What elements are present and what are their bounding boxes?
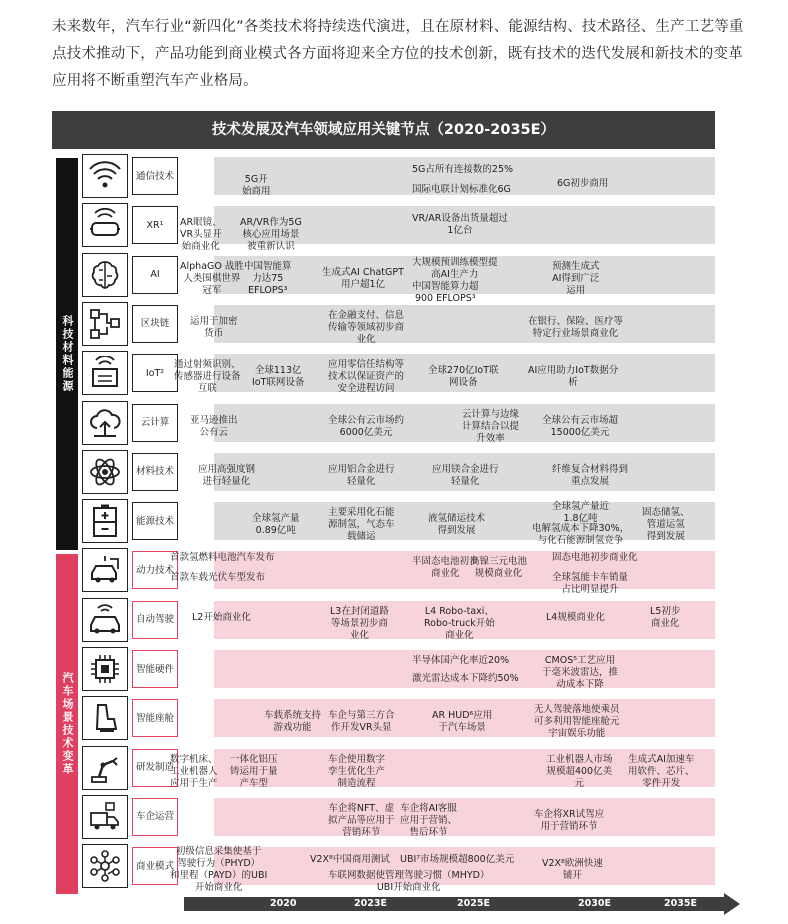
timeline-tick: 2020: [270, 898, 297, 909]
row-label: 动力技术: [132, 551, 178, 589]
timeline-event: 5G开 始商用: [242, 174, 271, 197]
timeline-event: 应用零信任结构等 技术以保证资产的 安全进程访问: [328, 359, 405, 395]
timeline-row: [82, 598, 715, 642]
timeline-row: [82, 351, 715, 395]
row-label: 智能座舱: [132, 699, 178, 737]
timeline-row: [82, 696, 715, 740]
autonomous-car-icon: [82, 598, 128, 642]
timeline-row: [82, 401, 715, 445]
timeline-event: 半固态电池初步 商业化: [412, 556, 479, 580]
timeline-event: 应用铝合金进行 轻量化: [328, 463, 395, 487]
timeline-tick: 2030E: [578, 898, 611, 909]
cloud-upload-icon: [82, 401, 128, 445]
timeline-row: [82, 450, 715, 494]
timeline-event: AR眼镜、 VR头显开 始商业化: [180, 217, 222, 253]
timeline-event: 车企与第三方合 作开发VR头显: [328, 710, 395, 734]
timeline-event: 全球公有云市场超 15000亿美元: [542, 414, 619, 438]
row-label: 商业模式: [132, 847, 178, 885]
chip-icon: [82, 647, 128, 691]
blockchain-icon: [82, 302, 128, 346]
timeline-arrow-icon: [724, 893, 740, 915]
row-label: 智能硬件: [132, 650, 178, 688]
timeline-axis: [52, 893, 742, 915]
timeline-event: 高镍三元电池 规模商业化: [470, 556, 528, 580]
timeline-event: L3在封闭道路 等场景初步商 业化: [330, 605, 389, 641]
timeline-event: 数字机床、 工业机器人 应用于生产: [170, 753, 218, 789]
timeline-row: [82, 154, 715, 198]
row-label: 车企运营: [132, 798, 178, 836]
timeline-event: 生成式AI加速车 用软件、芯片、 零件开发: [628, 753, 695, 789]
timeline-event: 工业机器人市场 规模超400亿美 元: [546, 753, 613, 789]
timeline-event: 在银行、保险、医疗等 特定行业场景商业化: [528, 315, 624, 339]
timeline-event: 亚马逊推出 公有云: [190, 414, 238, 438]
timeline-event: 车企使用数字 孪生优化生产 制造流程: [328, 753, 386, 789]
timeline-event: L4 Robo-taxi、 Robo-truck开始 商业化: [424, 605, 495, 641]
timeline-event: 电解氢成本下降30%， 与化石能源制氢竞争: [532, 523, 630, 547]
timeline-row: [82, 548, 715, 596]
timeline-event: 固态电池初步商业化: [552, 552, 638, 564]
timeline-event: VR/AR设备出货量超过 1亿台: [412, 213, 508, 237]
timeline-event: 首款氢燃料电池汽车发布: [170, 552, 275, 564]
timeline-event: 首款车载光伏车型发布: [170, 572, 266, 584]
timeline-event: 中国智能算 力达75 EFLOPS³: [244, 260, 292, 296]
timeline-event: AlphaGO 战胜 人类围棋世界 冠军: [180, 260, 244, 296]
timeline-event: 全球公有云市场约 6000亿美元: [328, 414, 405, 438]
timeline-event: AI应用助力IoT数据分 析: [528, 365, 619, 389]
network-hex-icon: [82, 844, 128, 888]
logistics-icon: [82, 795, 128, 839]
category-tech-materials-energy: 科技材料能源: [56, 158, 78, 550]
row-label: XR¹: [132, 206, 178, 244]
timeline-event: V2X⁸欧洲快速 铺开: [542, 858, 603, 882]
timeline-row: [82, 302, 715, 346]
iot-router-icon: [82, 351, 128, 395]
timeline-event: 全球113亿 IoT联网设备: [252, 365, 305, 389]
timeline-event: 车企将XR试驾应 用于营销环节: [534, 808, 605, 832]
timeline-event: 国际电联计划标准化6G: [412, 184, 511, 195]
ev-charging-icon: [82, 548, 128, 592]
chart-title: 技术发展及汽车领域应用关键节点（2020-2035E）: [52, 111, 715, 149]
intro-paragraph: 未来数年，汽车行业“新四化”各类技术将持续迭代演进，且在原材料、能源结构、技术路径、生产工艺等重点技术推动下，产品功能到商业模式各方面将迎来全方位的技术创新，既有技术的迭代发展和新技术的变革应用将不断重塑汽车产业格局。: [52, 19, 744, 89]
row-label: 能源技术: [132, 502, 178, 540]
timeline-event: 车企将AI客服 应用于营销、 售后环节: [400, 802, 458, 838]
timeline-event: AR HUD⁶应用 于汽车场景: [432, 710, 493, 734]
row-band: [214, 798, 715, 836]
timeline-bar: [184, 897, 724, 911]
timeline-event: 车联网数据使管理驾驶习惯（MHYD） UBI开始商业化: [328, 870, 490, 894]
timeline-event: V2X⁸中国商用测试: [310, 854, 390, 866]
timeline-event: L5初步 商业化: [650, 605, 681, 629]
timeline-event: 在金融支付、信息 传输等领域初步商 业化: [328, 309, 405, 345]
row-label: 自动驾驶: [132, 601, 178, 639]
timeline-event: 6G初步商用: [557, 178, 609, 189]
timeline-event: L4规模商业化: [546, 611, 605, 623]
timeline-row: [82, 647, 715, 691]
timeline-event: 全球氢产量 0.89亿吨: [252, 513, 300, 537]
timeline-event: 应用镁合金进行 轻量化: [432, 463, 499, 487]
atom-icon: [82, 450, 128, 494]
timeline-event: L2开始商业化: [192, 611, 251, 623]
row-label: 区块链: [132, 305, 178, 343]
timeline-event: 主要采用化石能 源制氢，气态车 载储运: [328, 507, 395, 543]
car-seat-icon: [82, 696, 128, 740]
timeline-event: 生成式AI ChatGPT 用户超1亿: [322, 266, 404, 290]
timeline-event: 初级信息采集使基于 驾驶行为（PHYD） 和里程（PAYD）的UBI 开始商业化: [170, 846, 268, 894]
timeline-event: 一体化铝压 铸运用于量 产车型: [230, 753, 278, 789]
timeline-event: 纤维复合材料得到 重点发展: [552, 463, 629, 487]
timeline-event: 大规模预训练模型提 高AI生产力: [412, 256, 498, 280]
timeline-event: 半导体国产化率近20%: [412, 655, 510, 666]
row-label: 材料技术: [132, 453, 178, 491]
row-label: 研发制造: [132, 749, 178, 787]
timeline-event: 液氢储运技术 得到发展: [428, 513, 486, 537]
timeline-row: [82, 253, 715, 304]
timeline-event: 车企将NFT、虚 拟产品等应用于 营销环节: [328, 802, 395, 838]
timeline-row: [82, 203, 715, 253]
timeline-row: [82, 746, 715, 790]
row-label: IoT²: [132, 354, 178, 392]
vr-headset-icon: [82, 203, 128, 247]
timeline-event: CMOS⁵工艺应用 于毫米波雷达，推 动成本下降: [542, 655, 619, 690]
timeline-event: 运用于加密 货币: [190, 315, 238, 339]
timeline-event: 通过射频识别、 传感器进行设备 互联: [174, 359, 241, 395]
battery-icon: [82, 499, 128, 543]
timeline-event: 云计算与边缘 计算结合以提 升效率: [462, 408, 520, 444]
timeline-tick: 2025E: [457, 898, 490, 909]
timeline-row: [82, 844, 715, 894]
timeline-row: [82, 499, 715, 547]
timeline-event: 5G占所有连接数的25%: [412, 164, 514, 175]
row-label: AI: [132, 256, 178, 294]
timeline-event: 全球270亿IoT联 网设备: [428, 365, 499, 389]
wifi-signal-icon: [82, 154, 128, 198]
timeline-tick: 2023E: [354, 898, 387, 909]
robot-arm-icon: [82, 746, 128, 790]
timeline-event: 无人驾驶落地使乘员 可多利用智能座舱元 宇宙娱乐功能: [534, 704, 620, 740]
timeline-event: 应用高强度钢 进行轻量化: [198, 463, 256, 487]
row-label: 云计算: [132, 404, 178, 442]
timeline-event: 固态储氢、 管道运氢 得到发展: [642, 507, 690, 543]
timeline-tick: 2035E: [664, 898, 697, 909]
category-auto-scenarios: 汽车场景技术变革: [56, 554, 78, 894]
timeline-event: UBI⁷市场规模超800亿美元: [400, 854, 515, 866]
row-label: 通信技术: [132, 157, 178, 195]
timeline-event: 预测生成式 AI得到广泛 运用: [552, 260, 600, 296]
row-band: [214, 305, 715, 343]
timeline-event: 激光雷达成本下降约50%: [412, 673, 519, 684]
timeline-event: 全球氢产量近 1.8亿吨: [552, 501, 610, 525]
timeline-event: 全球氢能卡车销量 占比明显提升: [552, 572, 629, 596]
timeline-event: 中国智能算力超 900 EFLOPS³: [412, 280, 479, 304]
timeline-row: [82, 795, 715, 839]
brain-circuit-icon: [82, 253, 128, 297]
tech-timeline-grid: [52, 154, 715, 894]
timeline-event: AR/VR作为5G 核心应用场景 被重新认识: [240, 217, 302, 253]
timeline-event: 车载系统支持 游戏功能: [264, 710, 322, 734]
